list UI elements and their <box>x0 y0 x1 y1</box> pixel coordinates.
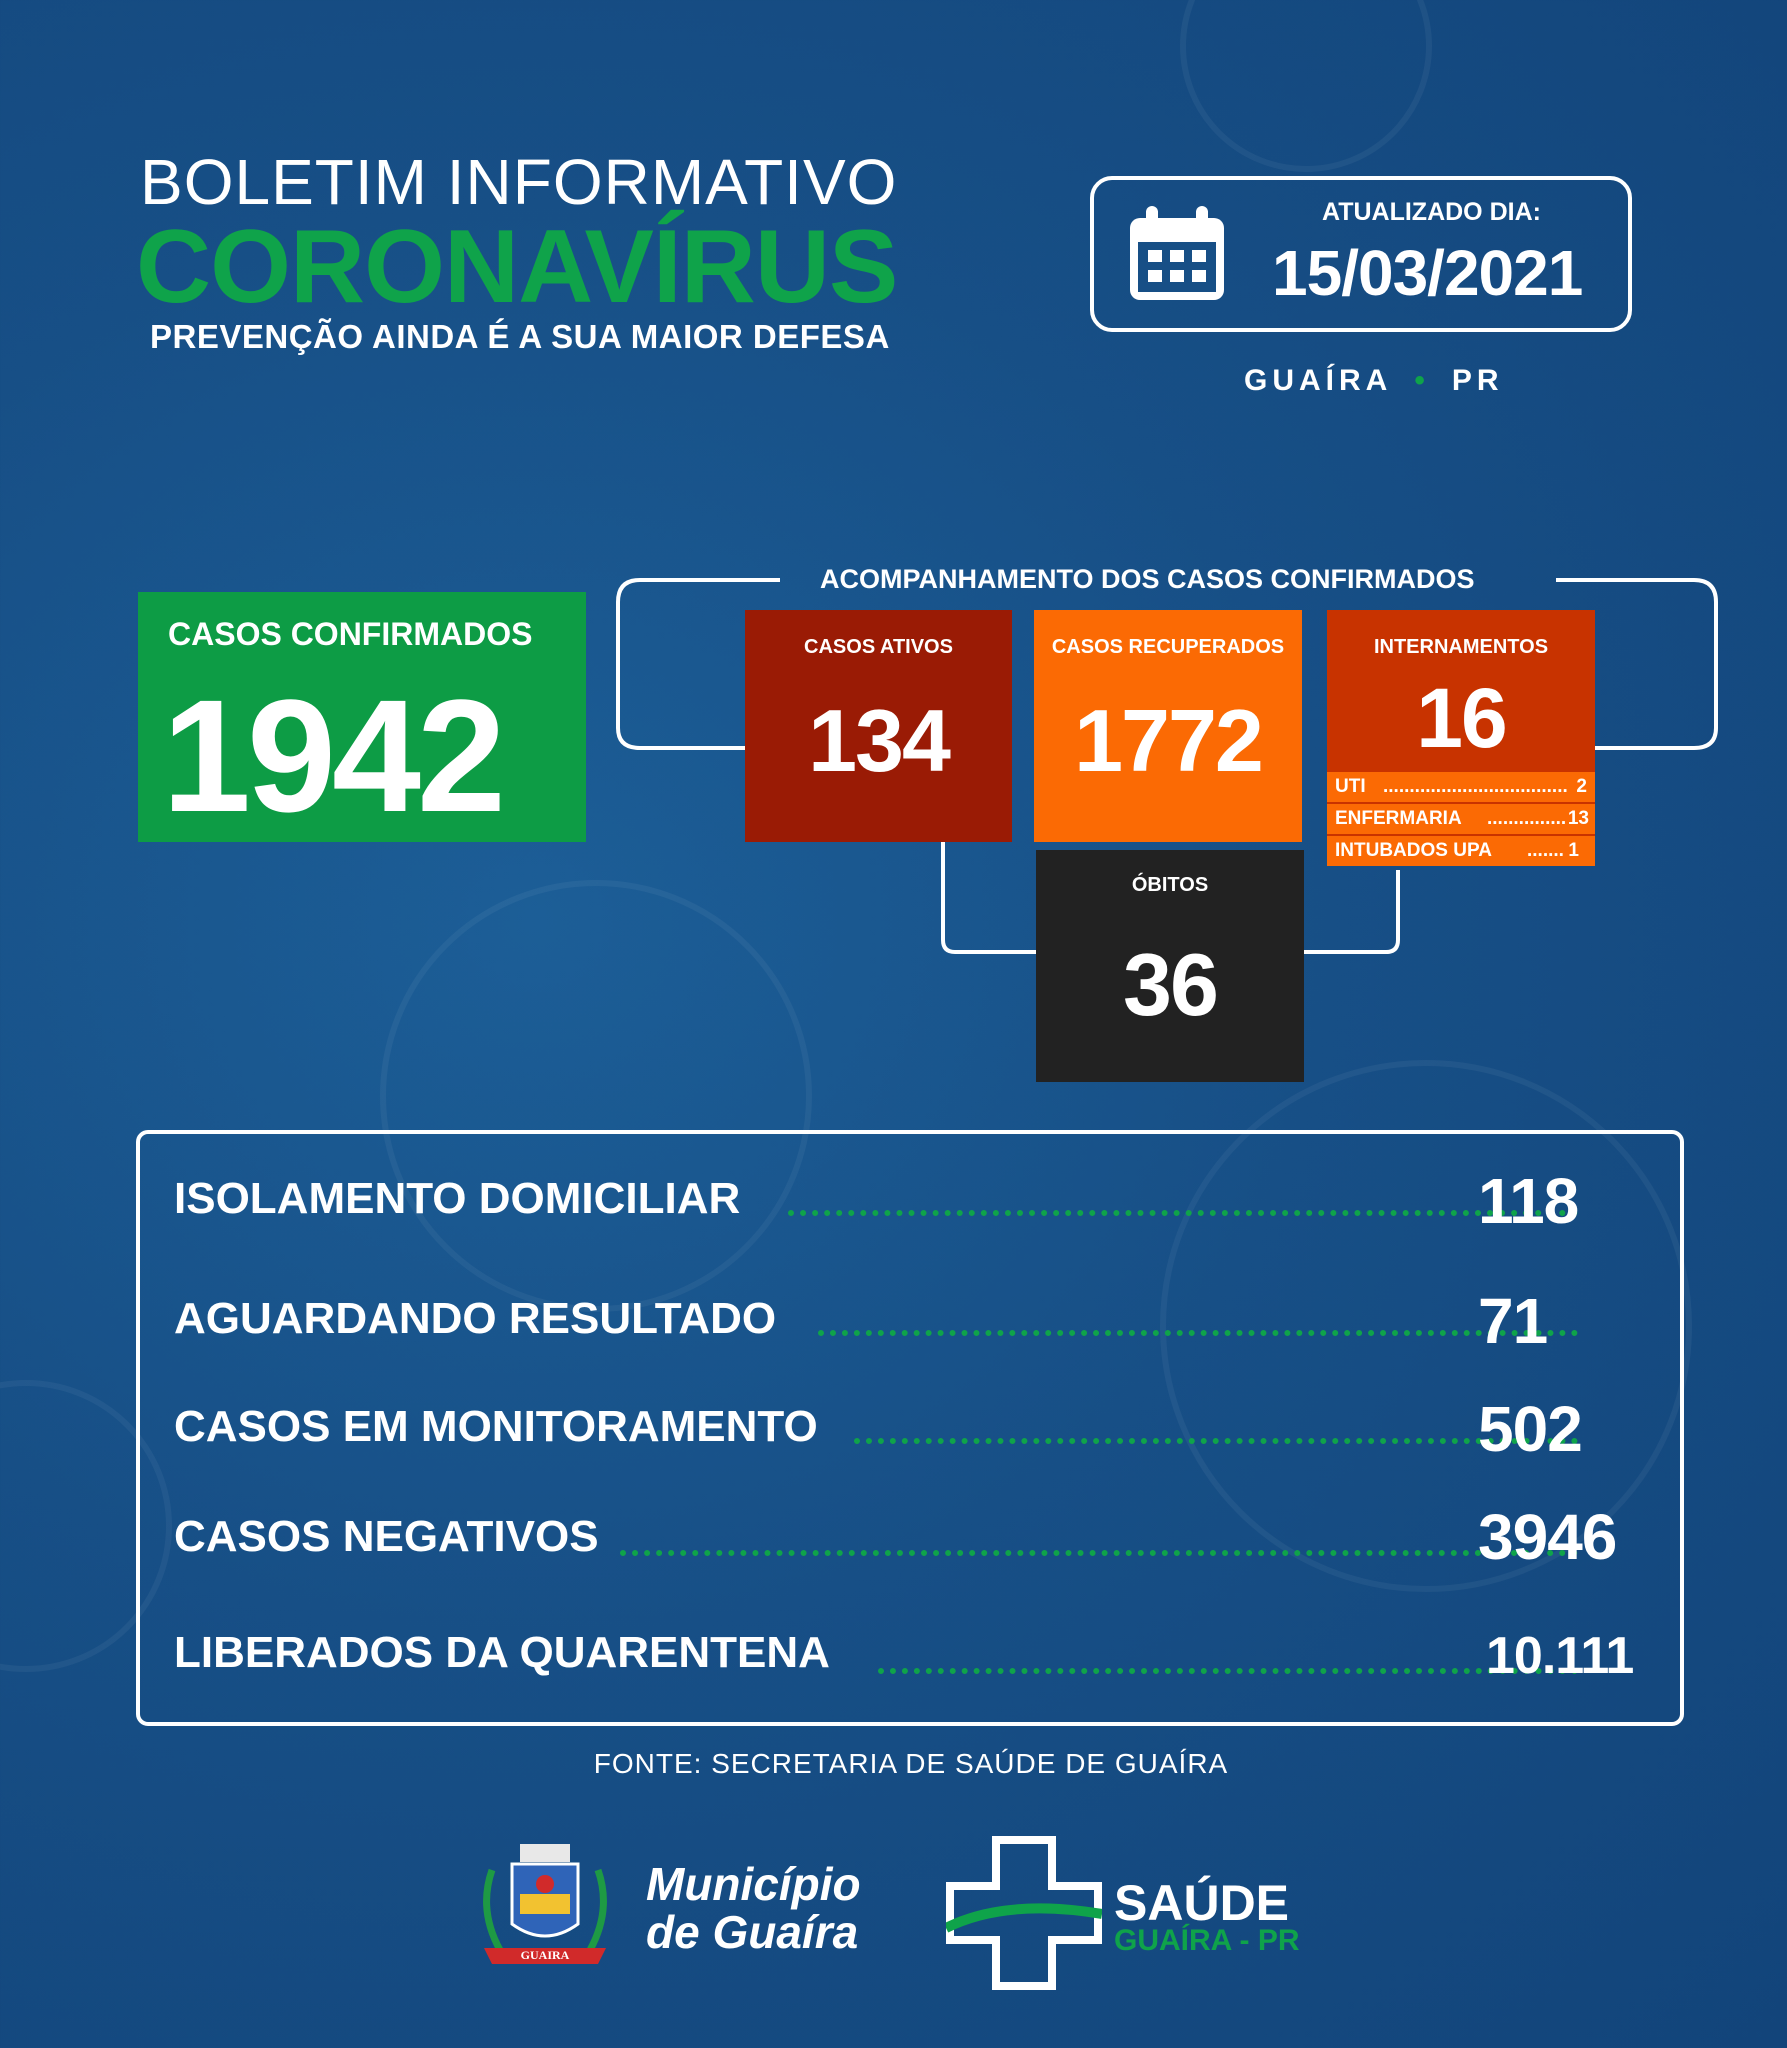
follow-up-title: ACOMPANHAMENTO DOS CASOS CONFIRMADOS <box>820 564 1475 594</box>
breakdown-dots: ............... <box>1487 808 1567 829</box>
health-logo-title: SAÚDE <box>1114 1875 1290 1931</box>
recovered-cases-value: 1772 <box>1074 691 1262 790</box>
dotted-leader <box>854 1438 1578 1444</box>
recovered-cases-label: CASOS RECUPERADOS <box>1051 636 1285 658</box>
breakdown-label: ENFERMARIA <box>1335 808 1462 829</box>
stats-row-label: CASOS EM MONITORAMENTO <box>174 1402 818 1451</box>
hospitalized-breakdown-row <box>1327 802 1595 834</box>
active-cases-label: CASOS ATIVOS <box>804 636 953 658</box>
dotted-leader <box>818 1330 1578 1336</box>
dotted-leader <box>620 1550 1578 1556</box>
stats-row-value: 502 <box>1478 1393 1582 1465</box>
dotted-leader <box>788 1210 1578 1216</box>
breakdown-label: INTUBADOS UPA <box>1335 840 1492 861</box>
update-date: 15/03/2021 <box>1272 237 1583 309</box>
dotted-leader <box>878 1668 1578 1674</box>
coronavirus-title: CORONAVÍRUS <box>136 209 898 325</box>
bulletin-title: BOLETIM INFORMATIVO <box>140 146 898 218</box>
stats-row-value: 10.111 <box>1486 1627 1634 1685</box>
municipality-line-2: de Guaíra <box>646 1906 859 1958</box>
hospitalized-breakdown-row <box>1327 834 1595 866</box>
breakdown-dots: ................................... <box>1383 776 1568 797</box>
stats-row-label: LIBERADOS DA QUARENTENA <box>174 1628 830 1677</box>
hospitalized-card <box>1327 610 1595 780</box>
prevention-subtitle: PREVENÇÃO AINDA É A SUA MAIOR DEFESA <box>150 318 890 355</box>
breakdown-value: 1 <box>1568 840 1579 861</box>
breakdown-value: 2 <box>1576 776 1587 797</box>
confirmed-cases-value: 1942 <box>162 666 502 845</box>
location-state: PR <box>1451 364 1504 397</box>
crest-banner-text: GUAIRA <box>520 1948 570 1962</box>
stats-row-value: 3946 <box>1478 1501 1617 1573</box>
health-cross-icon <box>946 1836 1102 1990</box>
stats-row-label: ISOLAMENTO DOMICILIAR <box>174 1174 741 1223</box>
municipality-name <box>646 1860 861 1956</box>
hospitalized-label: INTERNAMENTOS <box>1373 636 1549 658</box>
confirmed-cases-label: CASOS CONFIRMADOS <box>168 616 533 652</box>
active-cases-value: 134 <box>808 691 949 790</box>
stats-row-value: 118 <box>1478 1165 1579 1237</box>
recovered-cases-card <box>1034 610 1302 842</box>
stats-row-label: AGUARDANDO RESULTADO <box>174 1294 777 1343</box>
hospitalized-value: 16 <box>1416 671 1506 765</box>
deaths-label: ÓBITOS <box>1131 874 1209 896</box>
location-city: GUAÍRA <box>1244 364 1393 397</box>
health-logo-subtitle: GUAÍRA - PR <box>1114 1924 1300 1957</box>
stats-row-label: CASOS NEGATIVOS <box>174 1512 599 1561</box>
breakdown-value: 13 <box>1567 808 1589 829</box>
breakdown-dots: ....... <box>1527 840 1564 861</box>
stats-row-value: 71 <box>1478 1285 1548 1357</box>
deaths-value: 36 <box>1123 935 1217 1034</box>
location-separator-dot: • <box>1414 364 1430 397</box>
municipality-line-1: Município <box>646 1858 861 1910</box>
stats-table <box>136 1130 1684 1726</box>
deaths-card <box>1036 850 1304 1082</box>
active-cases-card <box>745 610 1012 842</box>
breakdown-label: UTI <box>1335 776 1366 797</box>
source-note: FONTE: SECRETARIA DE SAÚDE DE GUAÍRA <box>593 1748 1229 1779</box>
hospitalized-breakdown-row <box>1327 770 1595 802</box>
update-label: ATUALIZADO DIA: <box>1322 198 1541 226</box>
